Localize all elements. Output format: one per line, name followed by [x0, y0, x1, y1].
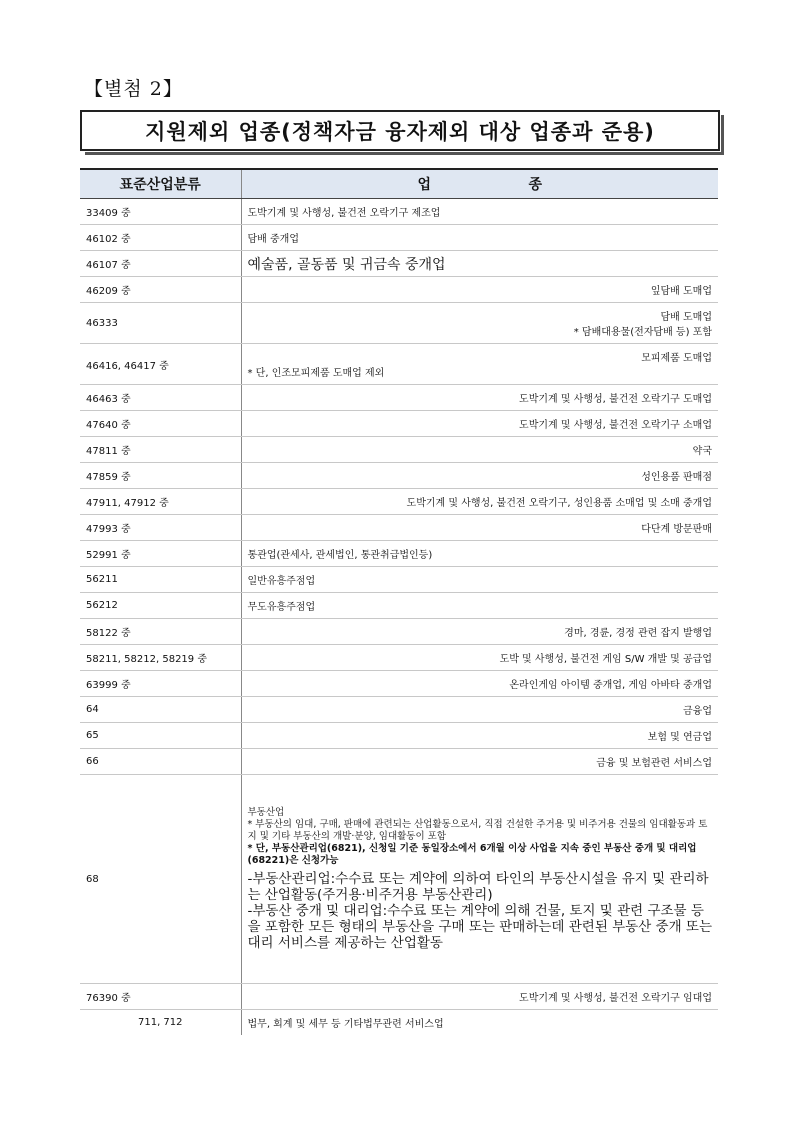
table-row: [80, 199, 718, 225]
desc-cell: 보험 및 연금업: [241, 723, 718, 749]
table-row: [80, 489, 718, 515]
desc-cell: 잎담배 도매업: [241, 277, 718, 303]
table-row: [80, 541, 718, 567]
real-estate-note: * 부동산의 임대, 구매, 판매에 관련되는 산업활동으로서, 직접 건설한 주거용 및 비주거용 건물의 임대활동과 토지 및 기타 부동산의 개발·분양, 임대활동이 포함: [247, 819, 708, 842]
code-cell: 52991 중: [80, 541, 241, 567]
desc-cell: 통관업(관세사, 관세법인, 통관취급법인등): [241, 541, 718, 567]
table-row: [80, 697, 718, 723]
table-row: [80, 515, 718, 541]
table-row: [80, 671, 718, 697]
header-classification: 표준산업분류: [80, 169, 241, 199]
table-row: [80, 723, 718, 749]
table-row: [80, 749, 718, 775]
desc-cell: 다단계 방문판매: [241, 515, 718, 541]
code-cell: 711, 712: [80, 1010, 241, 1036]
code-cell: 47811 중: [80, 437, 241, 463]
code-cell: 46102 중: [80, 225, 241, 251]
desc-cell: 도박기계 및 사행성, 불건전 오락기구 임대업: [241, 984, 718, 1010]
code-cell: 64: [80, 697, 241, 723]
desc-cell: 도박기계 및 사행성, 불건전 오락기구 도매업: [241, 385, 718, 411]
desc-text: 담배 도매업: [660, 312, 712, 323]
table-row: [80, 225, 718, 251]
real-estate-detail: -부동산관리업:수수료 또는 계약에 의하여 타인의 부동산시설을 유지 및 관리하는 산업활동(주거용·비주거용 부동산관리): [247, 871, 709, 903]
real-estate-detail: -부동산 중개 및 대리업:수수료 또는 계약에 의해 건물, 토지 및 관련 구조물 등을 포함한 모든 형태의 부동산을 구매 또는 판매하는데 관련된 부동산 중개 또는 대리 서비스를 제공하는 산업활동: [247, 903, 713, 951]
table-row: [80, 277, 718, 303]
desc-cell: 금융업: [241, 697, 718, 723]
code-cell: 56212: [80, 593, 241, 619]
table-row: [80, 593, 718, 619]
desc-cell: 약국: [241, 437, 718, 463]
code-cell: 76390 중: [80, 984, 241, 1010]
desc-cell: 온라인게임 아이템 중개업, 게임 아바타 중개업: [241, 671, 718, 697]
desc-cell: 도박 및 사행성, 불건전 게임 S/W 개발 및 공급업: [241, 645, 718, 671]
desc-cell: 도박기계 및 사행성, 불건전 오락기구, 성인용품 소매업 및 소매 중개업: [241, 489, 718, 515]
desc-note: * 단, 인조모피제품 도매업 제외: [247, 368, 385, 379]
desc-cell: 예술품, 골동품 및 귀금속 중개업: [241, 251, 718, 277]
desc-cell: 금융 및 보험관련 서비스업: [241, 749, 718, 775]
desc-cell: 성인용품 판매점: [241, 463, 718, 489]
desc-cell: [241, 344, 718, 385]
table-row: [80, 344, 718, 385]
code-cell: 47859 중: [80, 463, 241, 489]
table-row: [80, 1010, 718, 1036]
desc-cell: 도박기계 및 사행성, 불건전 오락기구 소매업: [241, 411, 718, 437]
table-row: [80, 984, 718, 1010]
table-row: [80, 303, 718, 344]
table-row: [80, 619, 718, 645]
code-cell: 47911, 47912 중: [80, 489, 241, 515]
code-cell: 47640 중: [80, 411, 241, 437]
table-row-real-estate: [80, 775, 718, 984]
code-cell: 46463 중: [80, 385, 241, 411]
excluded-industries-table: [80, 168, 718, 1035]
table-row: [80, 645, 718, 671]
code-cell: 68: [80, 775, 241, 984]
table-row: [80, 411, 718, 437]
desc-cell: 경마, 경륜, 경정 관련 잡지 발행업: [241, 619, 718, 645]
code-cell: 46209 중: [80, 277, 241, 303]
desc-text: 모피제품 도매업: [641, 353, 712, 364]
desc-cell: 도박기계 및 사행성, 불건전 오락기구 제조업: [241, 199, 718, 225]
desc-cell: 일반유흥주점업: [241, 567, 718, 593]
page-title: 지원제외 업종(정책자금 융자제외 대상 업종과 준용): [80, 110, 720, 151]
desc-cell: 법무, 회계 및 세무 등 기타법무관련 서비스업: [247, 1019, 444, 1030]
table-row: [80, 463, 718, 489]
code-cell: 56211: [80, 567, 241, 593]
code-cell: 47993 중: [80, 515, 241, 541]
desc-cell: 담배 중개업: [241, 225, 718, 251]
table-row: [80, 251, 718, 277]
table-row: [80, 437, 718, 463]
desc-note: * 담배대용물(전자담배 등) 포함: [573, 327, 712, 338]
code-cell: 33409 중: [80, 199, 241, 225]
desc-cell: 무도유흥주점업: [241, 593, 718, 619]
table-row: [80, 385, 718, 411]
code-cell: 63999 중: [80, 671, 241, 697]
code-cell: 65: [80, 723, 241, 749]
desc-cell: [241, 775, 718, 984]
code-cell: 46416, 46417 중: [80, 344, 241, 385]
code-cell: 58122 중: [80, 619, 241, 645]
code-cell: 58211, 58212, 58219 중: [80, 645, 241, 671]
table-row: [80, 567, 718, 593]
code-cell: 46333: [80, 303, 241, 344]
header-industry: 업 종: [241, 169, 718, 199]
code-cell: 66: [80, 749, 241, 775]
desc-cell: [241, 303, 718, 344]
real-estate-title: 부동산업: [247, 807, 285, 818]
attachment-label: 【별첨 2】: [84, 78, 183, 100]
real-estate-exception-note: * 단, 부동산관리업(6821), 신청일 기준 동일장소에서 6개월 이상 사업을 지속 중인 부동산 중개 및 대리업(68221)은 신청가능: [247, 843, 697, 866]
code-cell: 46107 중: [80, 251, 241, 277]
table-header-row: [80, 169, 718, 199]
